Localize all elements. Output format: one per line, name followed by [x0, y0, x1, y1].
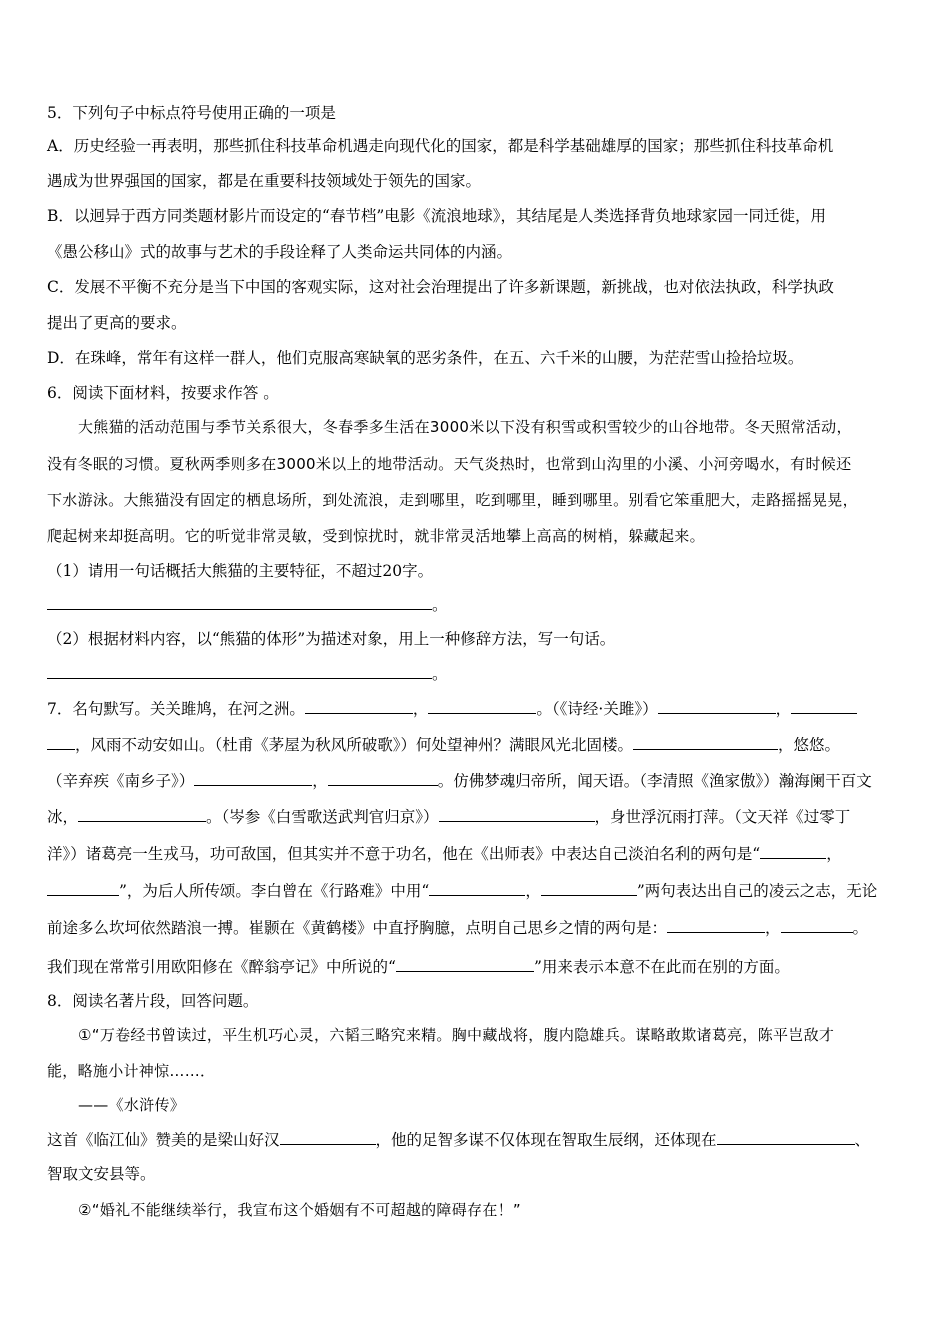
q7-text: 。（《诗经·关雎》） — [536, 700, 658, 718]
q7-line6 — [47, 880, 907, 901]
q8-question1-line2: 智取文安县等。 — [47, 1165, 156, 1183]
answer-blank[interactable] — [760, 843, 826, 859]
q7-text: ， — [826, 845, 842, 863]
q7-text: ， — [765, 919, 781, 937]
q7-text: 冰， — [47, 808, 79, 826]
q6-subquestion-2: （2）根据材料内容，以“熊猫的体形”为描述对象，用上一种修辞方法，写一句话。 — [47, 630, 616, 648]
period: 。 — [432, 596, 448, 614]
q7-line3 — [47, 770, 907, 791]
answer-blank[interactable] — [428, 698, 536, 714]
q5-option-b-line2: 《愚公移山》式的故事与艺术的手段诠释了人类命运共同体的内涵。 — [47, 243, 513, 261]
answer-blank[interactable] — [541, 880, 637, 896]
q8-stem: 8．阅读名著片段，回答问题。 — [47, 992, 259, 1010]
q6-stem: 6．阅读下面材料，按要求作答 。 — [47, 384, 279, 402]
q7-line5 — [47, 843, 907, 864]
q7-text: 前途多么坎坷依然踏浪一搏。崔颢在《黄鹤楼》中直抒胸臆，点明自己思乡之情的两句是： — [47, 919, 668, 937]
q7-text: ， — [312, 772, 328, 790]
answer-blank[interactable] — [78, 806, 206, 822]
q7-line7 — [47, 917, 907, 938]
q7-text: 。 — [852, 919, 869, 937]
answer-blank[interactable] — [47, 734, 75, 750]
answer-blank[interactable] — [781, 917, 853, 933]
q5-option-a-line1: A．历史经验一再表明，那些抓住科技革命机遇走向现代化的国家，都是科学基础雄厚的国家；那些抓住科技革命机 — [47, 137, 834, 155]
q6-answer-line-1 — [47, 594, 907, 615]
q5-option-c-line2: 提出了更高的要求。 — [47, 314, 187, 332]
answer-blank[interactable] — [791, 698, 857, 714]
q7-text: ”，为后人所传颂。李白曾在《行路难》中用“ — [119, 882, 430, 900]
answer-blank[interactable] — [667, 917, 765, 933]
q7-line2 — [47, 734, 907, 755]
answer-blank[interactable] — [47, 663, 432, 679]
q7-text: ”两句表达出自己的凌云之志，无论 — [636, 882, 878, 900]
q7-text: 我们现在常常引用欧阳修在《醉翁亭记》中所说的“ — [47, 958, 396, 976]
answer-blank[interactable] — [439, 806, 595, 822]
q7-text: 7．名句默写。关关雎鸠，在河之洲。 — [47, 700, 305, 718]
q6-passage-line1: 大熊猫的活动范围与季节关系很大，冬春季多生活在3000米以下没有积雪或积雪较少的山谷地带。冬天照常活动， — [78, 418, 852, 436]
q7-text: ”用来表示本意不在此而在别的方面。 — [533, 958, 790, 976]
q7-text: 。仿佛梦魂归帝所，闻天语。（李清照《渔家傲》）瀚海阑干百文 — [437, 772, 872, 790]
q8-question1-line1 — [47, 1129, 907, 1150]
q6-answer-line-2 — [47, 663, 907, 684]
answer-blank[interactable] — [717, 1129, 855, 1145]
q7-text: ，悠悠。 — [778, 736, 841, 754]
q6-passage-line4: 爬起树来却挺高明。它的听觉非常灵敏，受到惊扰时，就非常灵活地攀上高高的树梢，躲藏起来。 — [47, 527, 705, 545]
q7-text: ，风雨不动安如山。（杜甫《茅屋为秋风所破歌》）何处望神州？满眼风光北固楼。 — [75, 736, 634, 754]
answer-blank[interactable] — [429, 880, 525, 896]
q5-option-c-line1: C．发展不平衡不充分是当下中国的客观实际，这对社会治理提出了许多新课题，新挑战，也对依法执政，科学执政 — [47, 278, 834, 296]
q7-text: ， — [775, 700, 792, 718]
q5-option-d-line1: D．在珠峰，常年有这样一群人，他们克服高寒缺氧的恶劣条件，在五、六千米的山腰，为茫茫雪山捡拾垃圾。 — [47, 349, 804, 367]
answer-blank[interactable] — [47, 880, 119, 896]
q5-option-b-line1: B．以迥异于西方同类题材影片而设定的“春节档”电影《流浪地球》，其结尾是人类选择背负地球家园一同迁徙，用 — [47, 207, 826, 225]
q7-text: ， — [412, 700, 429, 718]
q8-excerpt1-source: ——《水浒传》 — [78, 1096, 186, 1114]
answer-blank[interactable] — [305, 698, 413, 714]
answer-blank[interactable] — [396, 956, 534, 972]
answer-blank[interactable] — [328, 770, 438, 786]
period: 。 — [432, 665, 448, 683]
q7-line1 — [47, 698, 907, 719]
q5-stem: 5．下列句子中标点符号使用正确的一项是 — [47, 104, 336, 122]
q7-line8 — [47, 956, 907, 977]
q7-text: 洋》）诸葛亮一生戎马，功可敌国，但其实并不意于功名，他在《出师表》中表达自己淡泊名利的两句是“ — [47, 845, 761, 863]
answer-blank[interactable] — [658, 698, 776, 714]
q8-text: ，他的足智多谋不仅体现在智取生辰纲，还体现在 — [375, 1131, 717, 1149]
q7-line4 — [47, 806, 907, 827]
answer-blank[interactable] — [633, 734, 778, 750]
answer-blank[interactable] — [280, 1129, 376, 1145]
q8-text: 、 — [854, 1131, 871, 1149]
q7-text: 。（岑参《白雪歌送武判官归京》） — [206, 808, 439, 826]
q6-subquestion-1: （1）请用一句话概括大熊猫的主要特征，不超过20字。 — [47, 562, 434, 580]
answer-blank[interactable] — [47, 594, 432, 610]
q6-passage-line2: 没有冬眠的习惯。夏秋两季则多在3000米以上的地带活动。天气炎热时，也常到山沟里的小溪、小河旁喝水，有时候还 — [47, 455, 852, 473]
q8-excerpt1-line1: ①“万卷经书曾读过，平生机巧心灵，六韬三略究来精。胸中藏战将，腹内隐雄兵。谋略敢欺诸葛亮，陈平岂敌才 — [78, 1026, 835, 1044]
q5-option-a-line2: 遇成为世界强国的国家，都是在重要科技领域处于领先的国家。 — [47, 172, 482, 190]
q7-text: ，身世浮沉雨打萍。（文天祥《过零丁 — [594, 808, 851, 826]
q8-text: 这首《临江仙》赞美的是梁山好汉 — [47, 1131, 280, 1149]
q8-excerpt2: ②“婚礼不能继续举行，我宣布这个婚姻有不可超越的障碍存在！” — [78, 1201, 521, 1219]
q8-excerpt1-line2: 能，略施小计神惊……． — [47, 1062, 216, 1080]
answer-blank[interactable] — [194, 770, 312, 786]
q7-text: （辛弃疾《南乡子》） — [47, 772, 195, 790]
q6-passage-line3: 下水游泳。大熊猫没有固定的栖息场所，到处流浪，走到哪里，吃到哪里，睡到哪里。别看它笨重肥大，走路摇摇晃晃， — [47, 491, 858, 509]
q7-text: ， — [525, 882, 541, 900]
